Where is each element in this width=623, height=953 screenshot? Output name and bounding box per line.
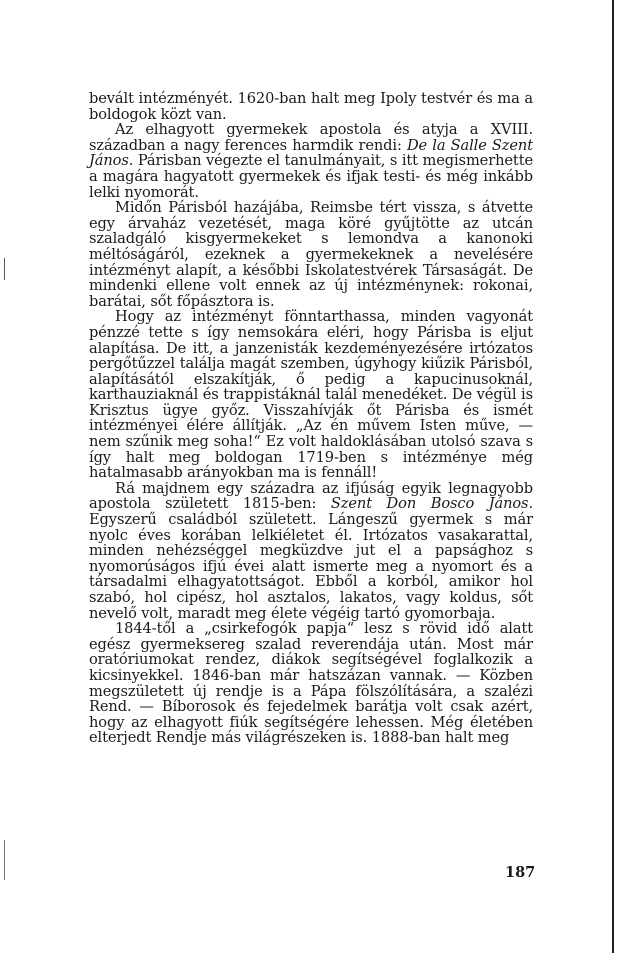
page-edge-line: [612, 0, 614, 953]
scan-mark: [4, 258, 5, 280]
body-text: [89, 91, 533, 746]
paragraph: 1844-től a „csirkefogók papja“ lesz s rövid idő alatt egész gyermeksereg szalad reverendája után. Most már oratóriumokat rendez, diákok segítségével foglalkozik a kicsinyekkel. 1846-ban már hatszázan vannak. — Közben megszületett új rendje is a Pápa fölszólítására, a szalézi Rend. — Bíborosok és fejedelmek barátja volt csak azért, hogy az elhagyott fiúk segítségére lehessen. Még életében elterjedt Rendje más világrészeken is. 1888-ban halt meg: [89, 620, 533, 747]
paragraph-text: Az elhagyott gyermekek apostola és atyja a XVIII. században a nagy ferences harmdik rendi:: [89, 121, 533, 154]
paragraph: bevált intézményét. 1620-ban halt meg Ipoly testvér és ma a boldogok közt van.: [89, 90, 533, 123]
italic-name: De la Salle Szent János.: [89, 136, 533, 170]
paragraph: Midőn Párisból hazájába, Reimsbe tért vissza, s átvette egy árvaház vezetését, maga köré gyűjtötte az utcán szaladgáló kisgyermekeket s lemondva a kanonoki méltóságáról, ezeknek a gyermekeknek a nevelésére intézményt alapít, a későbbi Iskolatestvérek Társaságát. De mindenki ellene volt ennek az új intézménynek: rokonai, barátai, sőt főpásztora is.: [89, 199, 533, 310]
scan-mark: [4, 840, 5, 880]
paragraph: [89, 481, 533, 621]
paragraph-text: Egyszerű családból született. Lángeszű gyermek s már nyolc éves korában lelkiéletet él. Irtózatos vasakarattal, minden nehézséggel megküzdve jut el a papsághoz s nyomorúságos ifjú évei alatt ismerte meg a nyomort és a társadalmi elhagyatottságot. Ebből a korból, amikor hol szabó, hol cipész, hol asztalos, lakatos, vagy koldus, sőt nevelő volt, maradt meg élete végéig tartó gyomorbaja.: [89, 511, 533, 622]
italic-name: Szent Don Bosco János.: [330, 495, 533, 513]
paragraph-text: Rá majdnem egy századra az ifjúság egyik legnagyobb apostola született 1815-ben:: [89, 479, 533, 513]
paragraph: [89, 122, 533, 200]
page-number: 187: [505, 864, 536, 881]
paragraph-text: Párisban végezte el tanulmányait, s itt megismerhette a magára hagyatott gyermekek és ifjak testi- és még inkább lelki nyomorát.: [89, 152, 533, 201]
paragraph: Hogy az intézményt fönntarthassa, minden vagyonát pénzzé tette s így nemsokára eléri, hogy Párisba is eljut alapítása. De itt, a janzenisták kezdeményezésére irtózatos pergőtűzzel találja magát szemben, úgyhogy kiűzik Párisból, alapításától elszakítják, ő pedig a kapucinusoknál, karthauziaknál és trappistáknál talál menedéket. De végül is Krisztus ügye győz. Visszahívják őt Párisba és ismét intézményei élére állítják. „Az én művem Isten műve, — nem szűnik meg soha!“ Ez volt haldoklásában utolsó szava s így halt meg boldogan 1719-ben s intézménye még hatalmasabb arányokban ma is fennáll!: [89, 308, 533, 482]
